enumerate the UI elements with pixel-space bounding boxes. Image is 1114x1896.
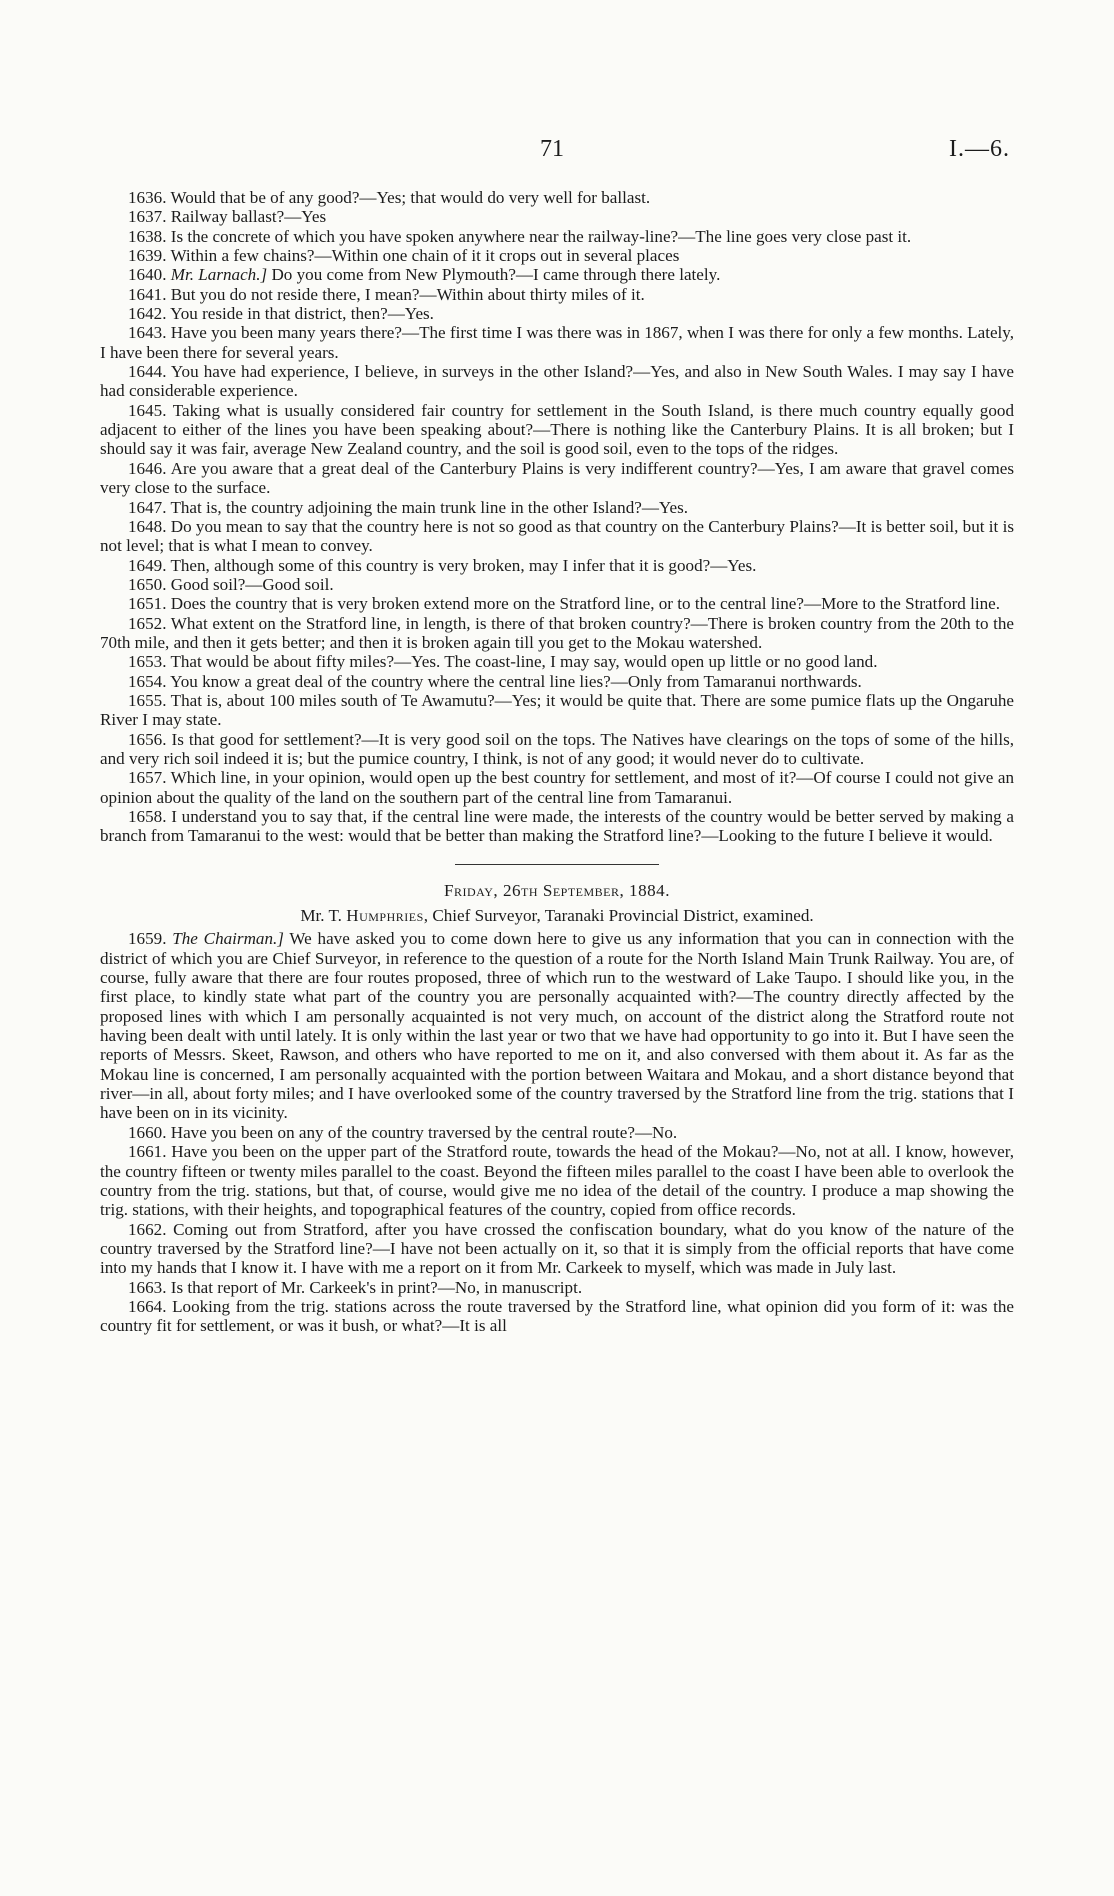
question-number: 1650. bbox=[128, 574, 167, 594]
witness-surname: Humphries bbox=[346, 906, 424, 926]
question-entry bbox=[100, 459, 1014, 498]
question-number: 1640. bbox=[128, 265, 167, 285]
question-entry bbox=[100, 498, 1014, 517]
question-text: I understand you to say that, if the central line were made, the interests of the country would be better served by making a branch from Tamaranui to the west: would that be better than making the Stratford line?—Looking to the future I believe it would. bbox=[100, 807, 1014, 846]
question-text: Do you come from New Plymouth?—I came through there lately. bbox=[271, 265, 721, 285]
witness-prefix: Mr. T. bbox=[300, 906, 342, 926]
question-text: But you do not reside there, I mean?—Within about thirty miles of it. bbox=[170, 284, 645, 304]
questions-section-1 bbox=[100, 188, 1014, 846]
question-text: Coming out from Stratford, after you have crossed the confiscation boundary, what do you know of the nature of the country traversed by the Stratford line?—I have not been actually on it, so that it is simply from the official reports that have come into my hands that I know it. I have with me a report on it from Mr. Carkeek to myself, which was made in July last. bbox=[100, 1219, 1014, 1278]
question-number: 1652. bbox=[128, 613, 167, 633]
question-text: Looking from the trig. stations across the route traversed by the Stratford line, what opinion did you form of it: was the country fit for settlement, or was it bush, or what?—It is all bbox=[100, 1296, 1014, 1336]
question-number: 1662. bbox=[128, 1219, 167, 1239]
question-number: 1647. bbox=[128, 497, 167, 517]
question-number: 1641. bbox=[128, 284, 167, 304]
question-text: You have had experience, I believe, in surveys in the other Island?—Yes, and also in New South Wales. I may say I have had considerable experience. bbox=[100, 362, 1014, 401]
question-number: 1642. bbox=[128, 304, 167, 324]
question-text: Are you aware that a great deal of the Canterbury Plains is very indifferent country?—Yes, I am aware that gravel comes very close to the surface. bbox=[100, 458, 1014, 498]
question-entry bbox=[100, 188, 1014, 207]
question-text: Then, although some of this country is very broken, may I infer that it is good?—Yes. bbox=[170, 555, 757, 575]
question-number: 1645. bbox=[128, 400, 167, 420]
question-entry bbox=[100, 227, 1014, 246]
question-number: 1644. bbox=[128, 362, 167, 382]
question-entry bbox=[100, 614, 1014, 653]
question-entry bbox=[100, 362, 1014, 401]
question-text: Does the country that is very broken extend more on the Stratford line, or to the central line?—More to the Stratford line. bbox=[170, 594, 1001, 614]
question-entry bbox=[100, 304, 1014, 323]
question-text: Would that be of any good?—Yes; that would do very well for ballast. bbox=[170, 188, 651, 207]
question-text: You know a great deal of the country where the central line lies?—Only from Tamaranui northwards. bbox=[170, 671, 862, 691]
question-number: 1656. bbox=[128, 729, 167, 749]
question-text: That is, the country adjoining the main trunk line in the other Island?—Yes. bbox=[170, 497, 689, 517]
question-entry bbox=[100, 652, 1014, 671]
question-text: Have you been many years there?—The first time I was there was in 1867, when I was there for only a few months. Lately, I have been there for several years. bbox=[100, 323, 1014, 362]
witness-line bbox=[100, 906, 1014, 925]
question-number: 1657. bbox=[128, 768, 167, 788]
question-text: We have asked you to come down here to give us any information that you can in connection with the district of which you are Chief Surveyor, in reference to the question of a route for the North Island Main Trunk Railway. You are, of course, fully aware that there are four routes proposed, three of which run to the westward of Lake Taupo. I should like you, in the first place, to kindly state what part of the country you are personally acquainted with?—The country directly affected by the proposed lines with which I am personally acquainted is not very much, on account of the district along the Stratford route not having been dealt with until lately. It is only within the last year or two that we have had opportunity to go into it. But I have seen the reports of Messrs. Skeet, Rawson, and others who have reported to me on it, and also conversed with them about it. As far as the Mokau line is concerned, I am personally acquainted with the portion between Waitara and Mokau, and a short distance beyond that river—in all, about forty miles; and I have overlooked some of the country traversed by the Stratford line from the trig. stations that I have been on in its vicinity. bbox=[100, 929, 1014, 1123]
question-entry bbox=[100, 207, 1014, 226]
question-entry bbox=[100, 1297, 1014, 1336]
speaker-name: The Chairman.] bbox=[172, 929, 284, 949]
question-number: 1663. bbox=[128, 1277, 167, 1297]
question-entry bbox=[100, 807, 1014, 846]
question-entry bbox=[100, 691, 1014, 730]
question-text: Have you been on the upper part of the Stratford route, towards the head of the Mokau?—No, not at all. I know, however, the country fifteen or twenty miles parallel to the coast. Beyond the fifteen miles parallel to the coast I have been able to overlook the country from the trig. stations, but that, of course, would give me no idea of the detail of the country. I produce a map showing the trig. stations, with their heights, and topographical features of the country, copied from office records. bbox=[100, 1142, 1014, 1220]
question-entry bbox=[100, 1278, 1014, 1297]
question-number: 1664. bbox=[128, 1296, 167, 1316]
question-number: 1655. bbox=[128, 690, 167, 710]
question-number: 1653. bbox=[128, 652, 167, 672]
question-number: 1639. bbox=[128, 246, 167, 266]
question-entry bbox=[100, 1142, 1014, 1219]
question-text: You reside in that district, then?—Yes. bbox=[170, 304, 434, 324]
section-divider bbox=[455, 864, 659, 865]
question-number: 1637. bbox=[128, 207, 167, 227]
question-number: 1643. bbox=[128, 323, 167, 343]
document-reference: I.—6. bbox=[949, 136, 1010, 162]
question-entry bbox=[100, 575, 1014, 594]
questions-section-2 bbox=[100, 929, 1014, 1335]
question-entry bbox=[100, 556, 1014, 575]
question-text: Do you mean to say that the country here is not so good as that country on the Canterbury Plains?—It is better soil, but it is not level; that is what I mean to convey. bbox=[100, 516, 1014, 556]
question-entry bbox=[100, 517, 1014, 556]
question-number: 1651. bbox=[128, 594, 167, 614]
page-number: 71 bbox=[540, 136, 564, 162]
speaker-name: Mr. Larnach.] bbox=[170, 265, 268, 285]
question-text: Good soil?—Good soil. bbox=[170, 574, 334, 594]
page-header bbox=[0, 136, 1114, 168]
question-text: Taking what is usually considered fair country for settlement in the South Island, is there much country equally good adjacent to either of the lines you have been speaking about?—There is nothing like the Canterbury Plains. It is all broken; but I should say it was fair, average New Zealand country, and the soil is good soil, even to the tops of the ridges. bbox=[100, 400, 1014, 459]
question-text: Railway ballast?—Yes bbox=[170, 207, 327, 227]
question-text: What extent on the Stratford line, in length, is there of that broken country?—There is broken country from the 20th to the 70th mile, and then it gets better; and then it is broken again till you get to the Mokau watershed. bbox=[100, 613, 1015, 652]
question-number: 1636. bbox=[128, 188, 167, 207]
document-body bbox=[100, 188, 1014, 1336]
question-number: 1659. bbox=[128, 929, 167, 949]
question-text: Is that good for settlement?—It is very good soil on the tops. The Natives have clearings on the tops of some of the hills, and very rich soil indeed it is; but the pumice country, I think, is not of any good; it would never do to cultivate. bbox=[100, 729, 1014, 768]
question-text: Have you been on any of the country traversed by the central route?—No. bbox=[170, 1122, 678, 1142]
date-heading: Friday, 26th September, 1884. bbox=[444, 880, 670, 900]
question-number: 1648. bbox=[128, 516, 167, 536]
question-entry bbox=[100, 323, 1014, 362]
question-entry bbox=[100, 1220, 1014, 1278]
question-entry bbox=[100, 401, 1014, 459]
question-text: Which line, in your opinion, would open up the best country for settlement, and most of it?—Of course I could not give an opinion about the quality of the land on the southern part of the central line from Tamaranui. bbox=[100, 768, 1014, 807]
question-number: 1660. bbox=[128, 1122, 167, 1142]
question-number: 1638. bbox=[128, 226, 167, 246]
question-entry bbox=[100, 265, 1014, 284]
question-entry bbox=[100, 1123, 1014, 1142]
question-text: That is, about 100 miles south of Te Awamutu?—Yes; it would be quite that. There are some pumice flats up the Ongaruhe River I may state. bbox=[100, 690, 1015, 730]
question-entry bbox=[100, 672, 1014, 691]
question-entry bbox=[100, 768, 1014, 807]
question-number: 1654. bbox=[128, 671, 167, 691]
question-entry bbox=[100, 730, 1014, 769]
question-number: 1646. bbox=[128, 458, 167, 478]
question-entry bbox=[100, 594, 1014, 613]
question-text: Is that report of Mr. Carkeek's in print?—No, in manuscript. bbox=[170, 1277, 583, 1297]
witness-description: , Chief Surveyor, Taranaki Provincial District, examined. bbox=[423, 906, 814, 926]
question-entry bbox=[100, 285, 1014, 304]
question-number: 1661. bbox=[128, 1142, 167, 1162]
question-text: That would be about fifty miles?—Yes. The coast-line, I may say, would open up little or no good land. bbox=[170, 652, 878, 672]
question-text: Is the concrete of which you have spoken anywhere near the railway-line?—The line goes very close past it. bbox=[170, 226, 912, 246]
question-entry bbox=[100, 246, 1014, 265]
question-text: Within a few chains?—Within one chain of it it crops out in several places bbox=[170, 246, 680, 266]
question-number: 1649. bbox=[128, 555, 167, 575]
question-entry bbox=[100, 929, 1014, 1122]
question-number: 1658. bbox=[128, 807, 167, 826]
